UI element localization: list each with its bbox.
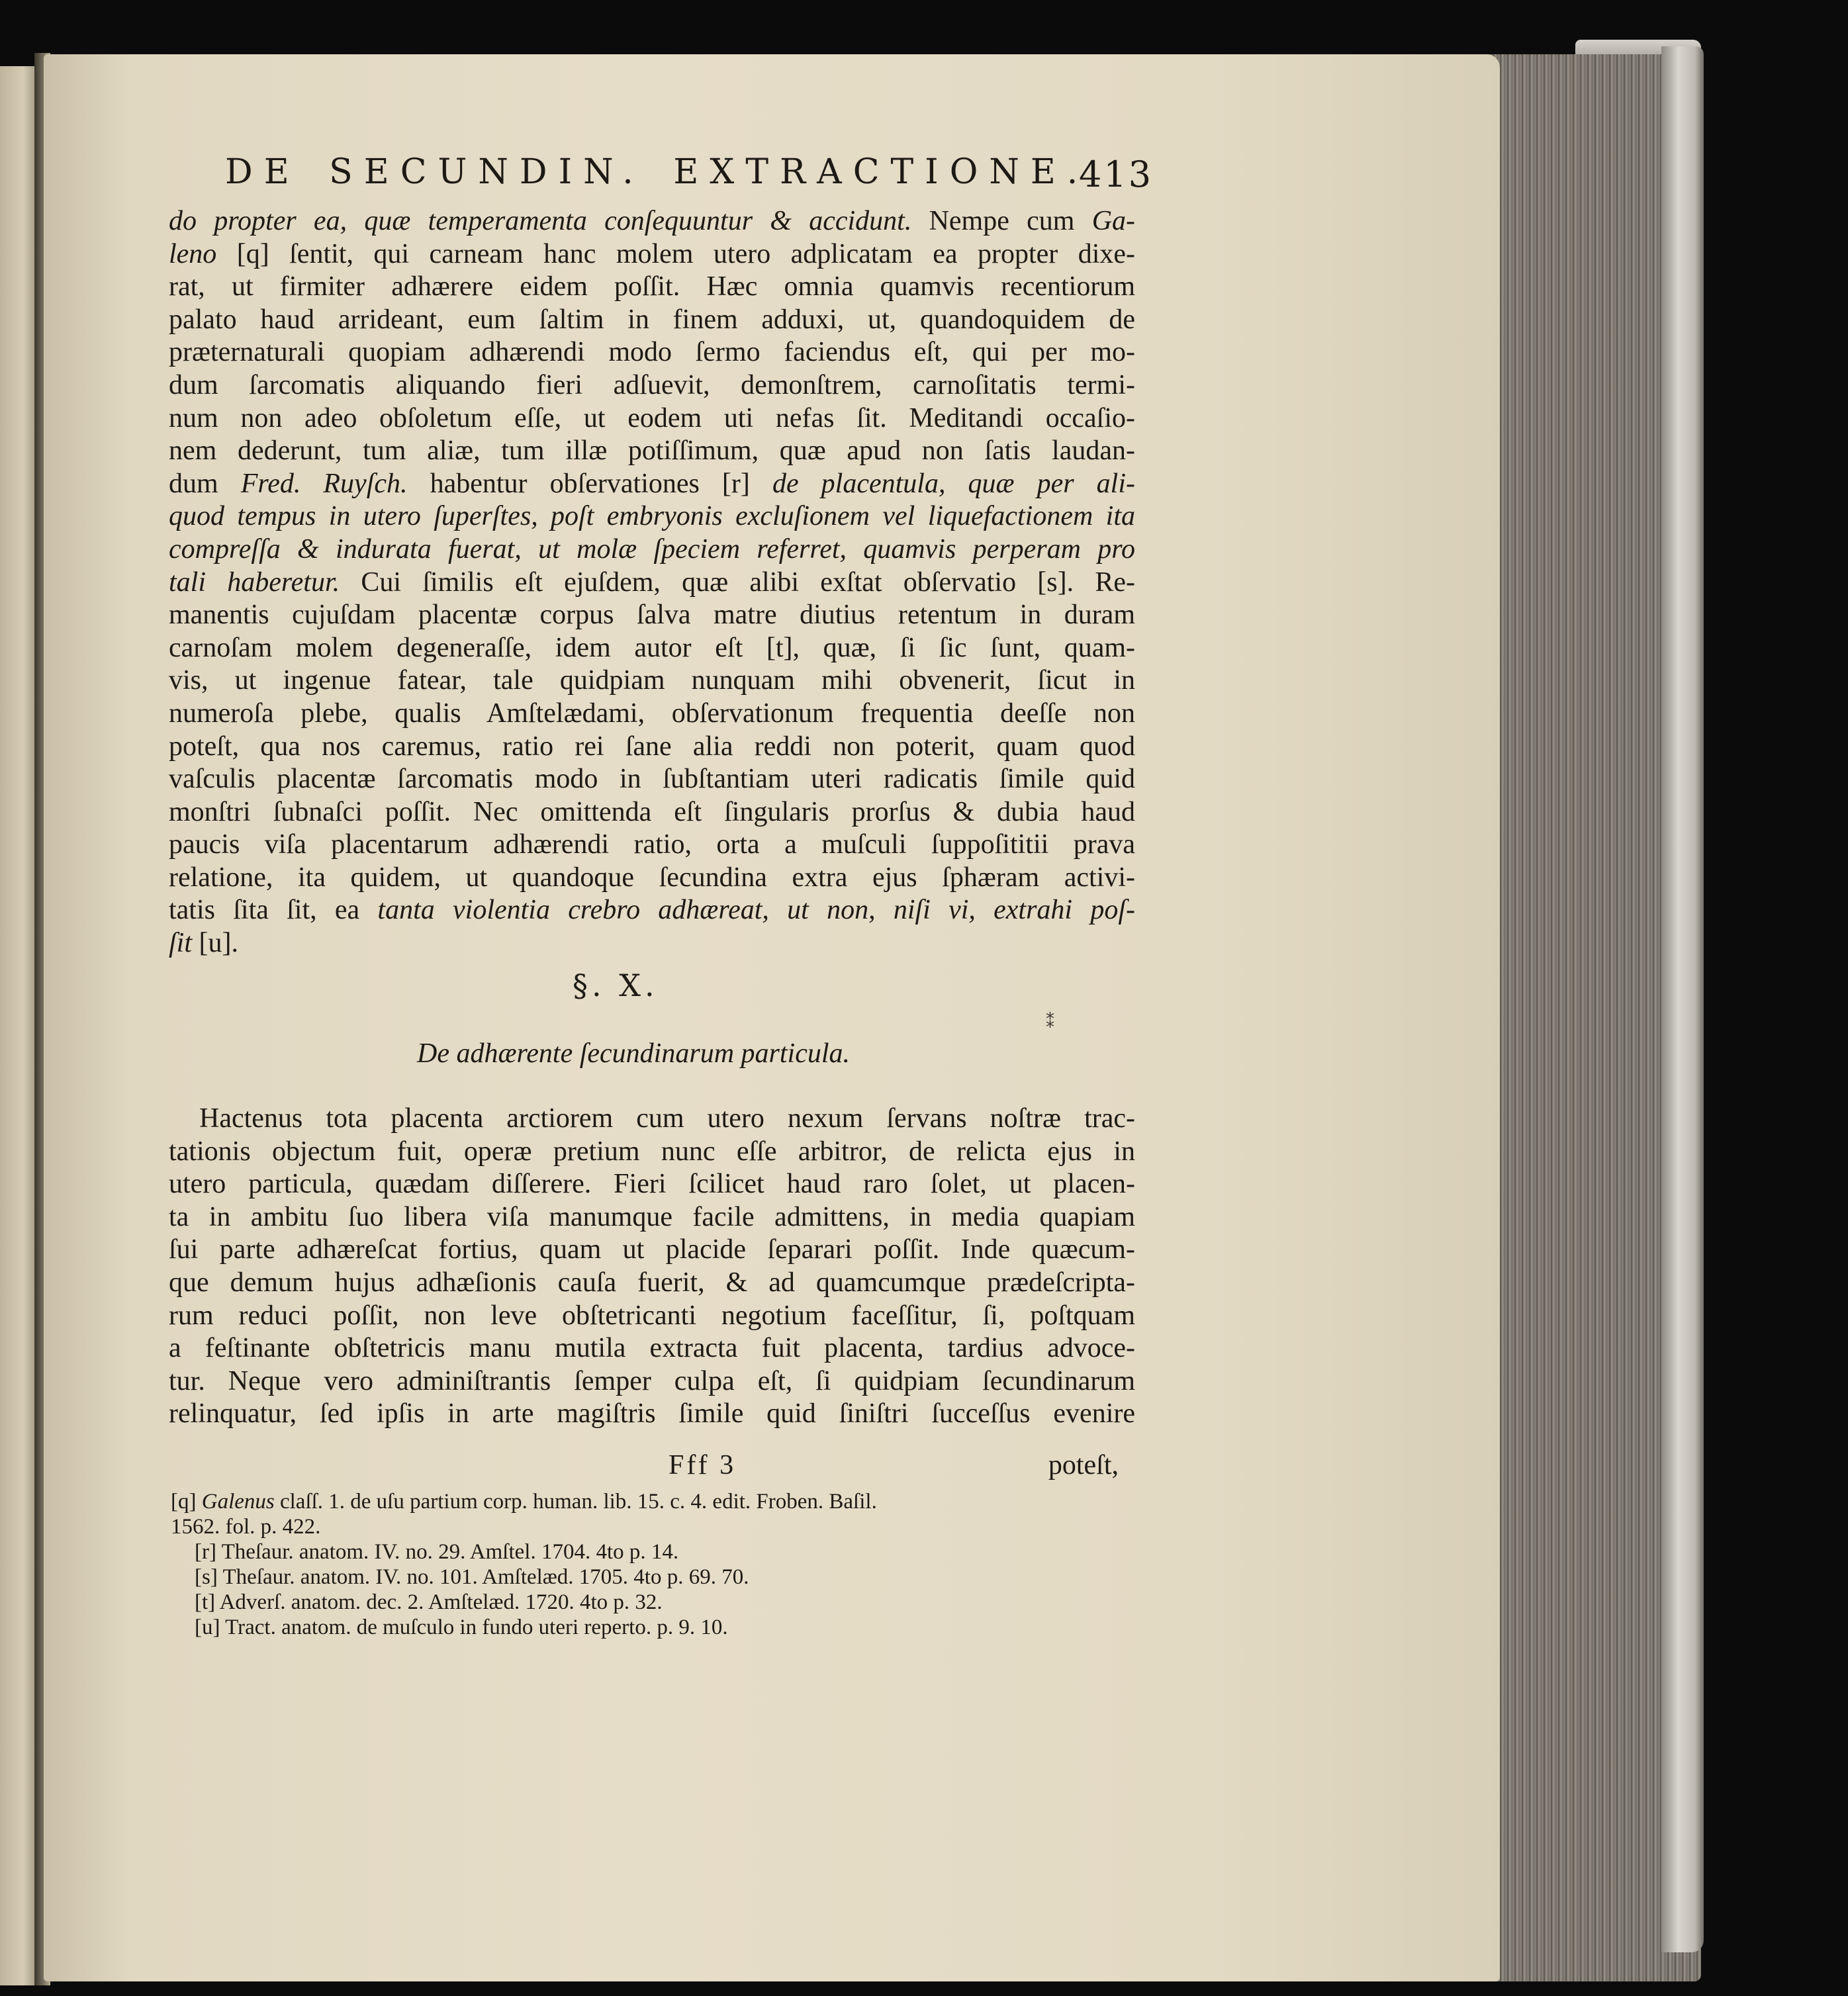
text-line: a feſtinante obſtetricis manu mutila extracta fuit placenta, tardius advoce- xyxy=(169,1333,1135,1364)
text-line: ta in ambitu ſuo libera viſa manumque facile admittens, in media quapiam xyxy=(169,1201,1135,1232)
text-line: tationis objectum fuit, operæ pretium nunc eſſe arbitror, de relicta ejus in xyxy=(169,1136,1135,1167)
footnote: [r] Theſaur. anatom. IV. no. 29. Amſtel. 1704. 4to p. 14. xyxy=(195,1540,679,1564)
main-paragraph xyxy=(169,205,1135,960)
text-line: quod tempus in utero ſuperſtes, poſt embryonis excluſionem vel liquefactionem ita xyxy=(169,501,1135,532)
text-line: nem dederunt, tum aliæ, tum illæ potiſſimum, quæ apud non ſatis laudan- xyxy=(169,435,1135,467)
footnote: [u] Tract. anatom. de muſculo in fundo uteri reperto. p. 9. 10. xyxy=(195,1615,728,1639)
catchword: poteſt, xyxy=(1048,1450,1119,1480)
footnote-continuation: 1562. fol. p. 422. xyxy=(171,1515,321,1539)
text-line: tali haberetur. Cui ſimilis eſt ejuſdem, quæ alibi exſtat obſervatio [s]. Re- xyxy=(169,567,1135,598)
section-heading: De adhærente ſecundinarum particula. xyxy=(417,1038,851,1069)
cover-board-edge xyxy=(1661,46,1704,1952)
text-line: vaſculis placentæ ſarcomatis modo in ſubſtantiam uteri radicatis ſimile quid xyxy=(169,764,1135,795)
text-line: palato haud arrideant, eum ſaltim in finem adduxi, ut, quandoquidem de xyxy=(169,304,1135,335)
text-line: præternaturali quopiam adhærendi modo ſermo faciendus eſt, qui per mo- xyxy=(169,337,1135,368)
text-line: leno [q] ſentit, qui carneam hanc molem utero adplicatam ea propter dixe- xyxy=(169,238,1135,269)
text-line: tatis ſita ſit, ea tanta violentia crebro adhæreat, ut non, niſi vi, extrahi poſ- xyxy=(169,895,1135,926)
footnote: [s] Theſaur. anatom. IV. no. 101. Amſtelæd. 1705. 4to p. 69. 70. xyxy=(195,1565,749,1589)
text-line: tur. Neque vero adminiſtrantis ſemper culpa eſt, ſi quidpiam ſecundinarum xyxy=(169,1365,1135,1396)
text-line: monſtri ſubnaſci poſſit. Nec omittenda eſt ſingularis prorſus & dubia haud xyxy=(169,796,1135,827)
text-line: numeroſa plebe, qualis Amſtelædami, obſervationum frequentia deeſſe non xyxy=(169,698,1135,729)
text-line: dum ſarcomatis aliquando fieri adſuevit, demonſtrem, carnoſitatis termi- xyxy=(169,369,1135,400)
text-line: rum reduci poſſit, non leve obſtetricanti negotium faceſſitur, ſi, poſtquam xyxy=(169,1300,1135,1331)
signature-line xyxy=(669,1449,1119,1482)
marginal-mark: ⁑ xyxy=(1046,1013,1054,1032)
footnote: [q] Galenus claſſ. 1. de uſu partium corp. human. lib. 15. c. 4. edit. Froben. Baſil. xyxy=(171,1490,877,1514)
footnotes xyxy=(171,1489,1124,1640)
text-line: carnoſam molem degeneraſſe, idem autor eſt [t], quæ, ſi ſic ſunt, quam- xyxy=(169,632,1135,663)
text-line: relatione, ita quidem, ut quandoque ſecundina extra ejus ſphæram activi- xyxy=(169,862,1135,893)
text-line: ſui parte adhæreſcat fortius, quam ut placide ſeparari poſſit. Inde quæcum- xyxy=(169,1234,1135,1265)
facing-page-edge xyxy=(0,66,38,1985)
signature-mark: Fff 3 xyxy=(669,1450,737,1480)
text-line: rat, ut firmiter adhærere eidem poſſit. Hæc omnia quamvis recentiorum xyxy=(169,271,1135,302)
text-line: manentis cujuſdam placentæ corpus ſalva matre diutius retentum in duram xyxy=(169,600,1135,631)
text-line: compreſſa & indurata fuerat, ut molæ ſpeciem referret, quamvis perperam pro xyxy=(169,533,1135,565)
section-number: §. X. xyxy=(573,968,659,1003)
text-line: ſit [u]. xyxy=(169,928,238,959)
text-line: vis, ut ingenue fatear, tale quidpiam nunquam mihi obvenerit, ſicut in xyxy=(169,665,1135,696)
text-line: utero particula, quædam diſſerere. Fieri ſcilicet haud raro ſolet, ut placen- xyxy=(169,1169,1135,1200)
text-line: num non adeo obſoletum eſſe, ut eodem uti nefas ſit. Meditandi occaſio- xyxy=(169,402,1135,433)
text-line: que demum hujus adhæſionis cauſa fuerit, & ad quamcumque prædeſcripta- xyxy=(169,1267,1135,1298)
text-line: dum Fred. Ruyſch. habentur obſervationes [r] de placentula, quæ per ali- xyxy=(169,468,1135,499)
text-line: poteſt, qua nos caremus, ratio rei ſane alia reddi non poterit, quam quod xyxy=(169,731,1135,762)
text-line: Hactenus tota placenta arctiorem cum utero nexum ſervans noſtræ trac- xyxy=(199,1103,1135,1134)
footnote: [t] Adverſ. anatom. dec. 2. Amſtelæd. 1720. 4to p. 32. xyxy=(195,1590,663,1614)
text-line: relinquatur, ſed ipſis in arte magiſtris ſimile quid ſiniſtri ſucceſſus evenire xyxy=(169,1398,1135,1429)
section-paragraph xyxy=(169,1103,1135,1431)
text-line: paucis viſa placentarum adhærendi ratio, orta a muſculi ſuppoſititii prava xyxy=(169,829,1135,860)
running-head: DE SECUNDIN. EXTRACTIONE. xyxy=(225,152,1089,192)
page-number: 413 xyxy=(1079,154,1154,195)
text-line: do propter ea, quæ temperamenta conſequuntur & accidunt. Nempe cum Ga- xyxy=(169,206,1136,236)
